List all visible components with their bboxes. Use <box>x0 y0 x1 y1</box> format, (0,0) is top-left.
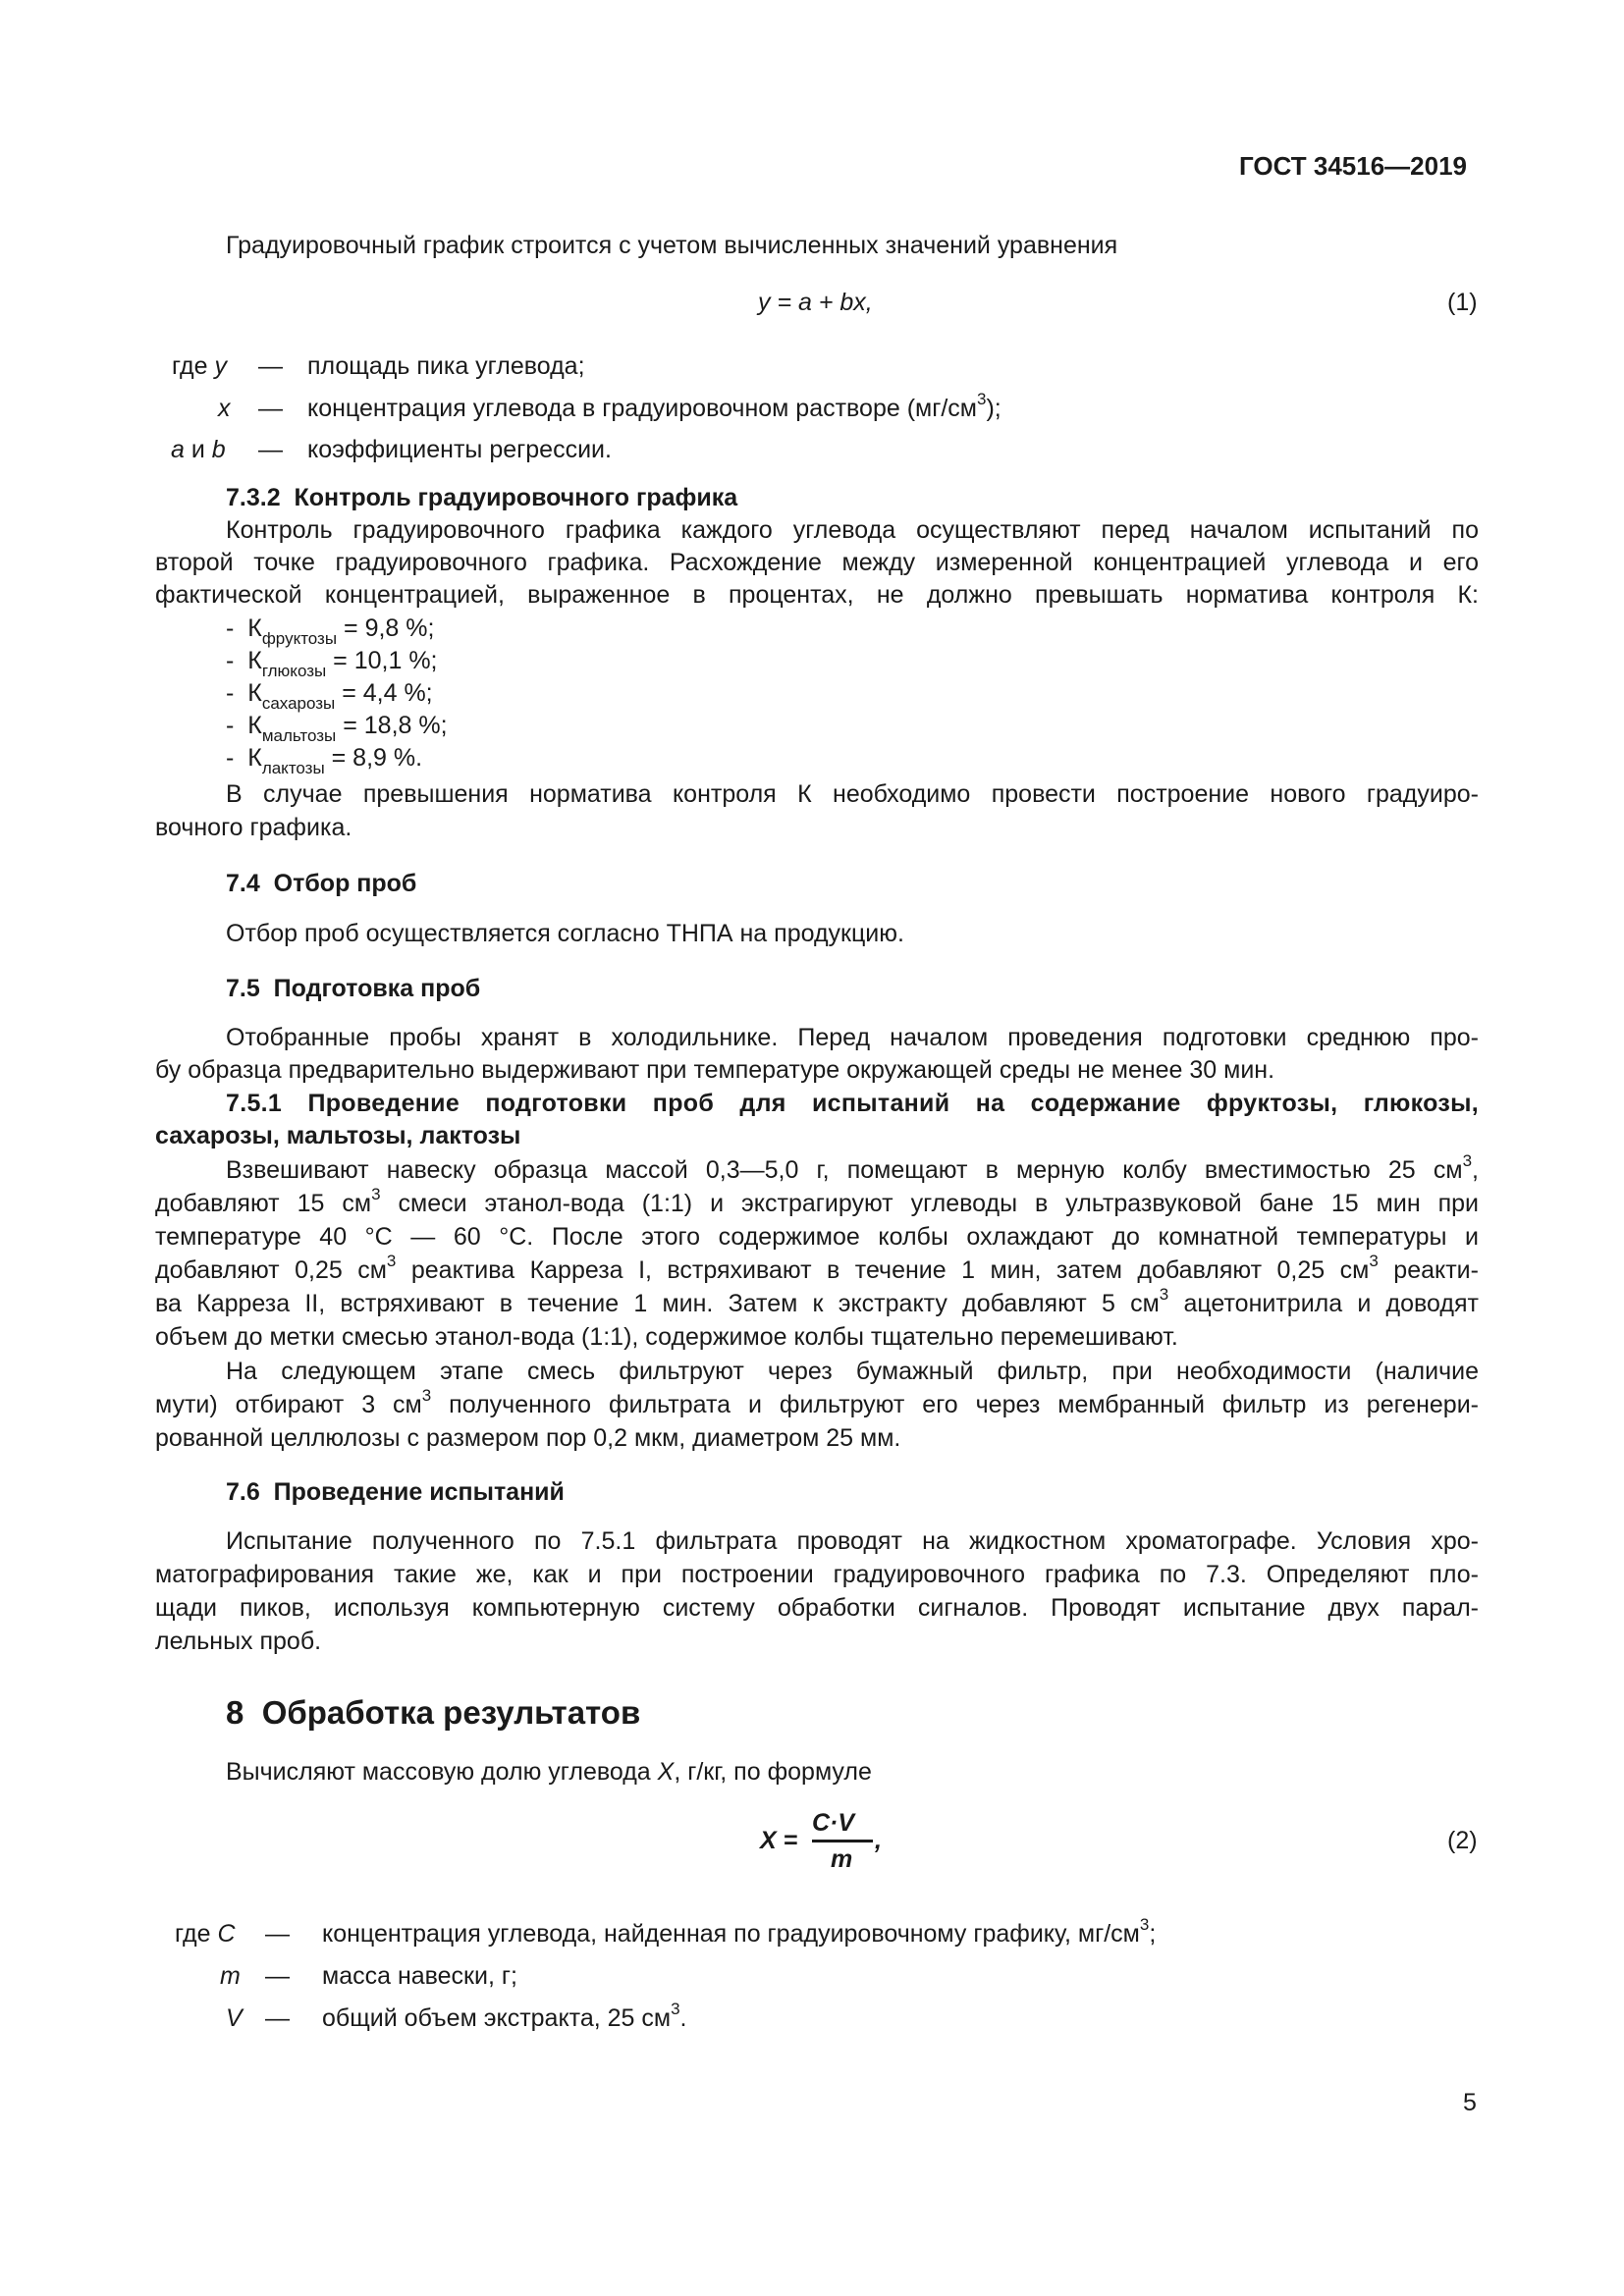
paragraph-line: добавляют 15 $см^3$ смеси этанол-вода (1:1) и экстрагируют углеводы в ультразвуковой бане 15 мин при <box>155 1185 1480 1217</box>
paragraph-line: добавляют 0,25 $см^3$ реактива Карреза I, встряхивают в течение 1 мин, затем добавляют 0,25 $см^3$ реакти- <box>155 1252 1479 1284</box>
equation-2-denominator: m <box>831 1845 853 1873</box>
section-heading-7-6: 7.6 Проведение испытаний <box>226 1478 565 1506</box>
where-symbol: x <box>218 395 231 422</box>
where-symbol: m <box>220 1962 241 1990</box>
where-dash: — <box>258 395 283 422</box>
list-item: - $К_{глюкозы} = 10,1$ %; <box>226 647 438 680</box>
where-dash: — <box>258 436 283 463</box>
where-desc: масса навески, г; <box>322 1962 517 1990</box>
paragraph-line: вочного графика. <box>155 814 352 841</box>
list-item: - $К_{мальтозы} = 18,8$ %; <box>226 712 448 745</box>
list-item: - $К_{лактозы} = 8,9$ %. <box>226 744 423 777</box>
where-desc: концентрация углевода в градуировочном растворе $(мг/см^3)$; <box>307 390 1001 422</box>
where-row <box>175 1917 236 1951</box>
where-symbol: a и b <box>171 436 226 463</box>
paragraph-line: фактической концентрацией, выраженное в процентах, не должно превышать норматива контроля К: <box>155 581 1479 609</box>
where-desc: площадь пика углевода; <box>307 352 585 380</box>
where-dash: — <box>265 1962 290 1990</box>
page-number: 5 <box>1463 2089 1477 2116</box>
section-heading-7-4: 7.4 Отбор проб <box>226 870 417 897</box>
equation-2-lhs: X = <box>760 1827 798 1854</box>
equation-1-number: (1) <box>1447 289 1478 316</box>
paragraph-line: второй точке градуировочного графика. Расхождение между измеренной концентрацией углевода и его <box>155 549 1479 576</box>
equation-1: y = a + bx, <box>758 289 873 316</box>
intro-text: Градуировочный график строится с учетом вычисленных значений уравнения <box>226 232 1118 259</box>
section-heading-7-5: 7.5 Подготовка проб <box>226 975 481 1002</box>
paragraph-line: Отбор проб осуществляется согласно ТНПА на продукцию. <box>226 920 904 947</box>
where-prefix: где <box>172 352 208 380</box>
equation-2-numerator: C·V <box>812 1809 855 1837</box>
paragraph-line: Контроль градуировочного графика каждого углевода осуществляют перед началом испытаний по <box>226 516 1479 544</box>
paragraph-line: бу образца предварительно выдерживают при температуре окружающей среды не менее 30 мин. <box>155 1056 1275 1084</box>
where-dash: — <box>258 352 283 380</box>
list-item: - $К_{фруктозы} = 9,8$ %; <box>226 614 435 648</box>
section-heading-7-5-1: 7.5.1 Проведение подготовки проб для испытаний на содержание фруктозы, глюкозы, <box>226 1090 1479 1117</box>
section-heading-8: 8 Обработка результатов <box>226 1694 641 1731</box>
section-heading-7-3-2: 7.3.2 Контроль градуировочного графика <box>226 484 738 511</box>
paragraph-line: ва Карреза II, встряхивают в течение 1 мин. Затем к экстракту добавляют 5 $см^3$ ацетонитрила и доводят <box>155 1285 1479 1317</box>
where-desc: коэффициенты регрессии. <box>307 436 612 463</box>
paragraph-line: В случае превышения норматива контроля К необходимо провести построение нового градуиро- <box>226 780 1479 808</box>
where-symbol: C <box>217 1920 236 1948</box>
where-symbol: y <box>214 352 227 380</box>
where-row <box>172 349 227 384</box>
paragraph-line: температуре 40 °С — 60 °С. После этого содержимое колбы охлаждают до комнатной температуры и <box>155 1223 1479 1251</box>
equation-2-comma: , <box>875 1827 882 1854</box>
paragraph-line: Испытание полученного по 7.5.1 фильтрата проводят на жидкостном хроматографе. Условия хро- <box>226 1527 1479 1555</box>
paragraph-line: Вычисляют массовую долю углевода X, г/кг, по формуле <box>226 1758 872 1786</box>
equation-2-number: (2) <box>1447 1827 1478 1854</box>
where-prefix: где <box>175 1920 211 1948</box>
paragraph-line: Взвешивают навеску образца массой 0,3—5,0 г, помещают в мерную колбу вместимостью 25 $см^3$, <box>226 1151 1479 1184</box>
paragraph-line: лельных проб. <box>155 1628 322 1655</box>
where-dash: — <box>265 2004 290 2032</box>
where-desc: концентрация углевода, найденная по градуировочному графику, $мг/см^3$; <box>322 1915 1157 1948</box>
paragraph-line: На следующем этапе смесь фильтруют через бумажный фильтр, при необходимости (наличие <box>226 1358 1479 1385</box>
where-dash: — <box>265 1920 290 1948</box>
paragraph-line: матографирования такие же, как и при построении градуировочного графика по 7.3. Определяют пло- <box>155 1561 1479 1588</box>
section-heading-7-5-1-cont: сахарозы, мальтозы, лактозы <box>155 1122 521 1149</box>
where-symbol: V <box>226 2004 243 2032</box>
paragraph-line: рованной целлюлозы с размером пор 0,2 мкм, диаметром 25 мм. <box>155 1424 901 1452</box>
paragraph-line: объем до метки смесью этанол-вода (1:1), содержимое колбы тщательно перемешивают. <box>155 1323 1178 1351</box>
list-item: - $К_{сахарозы} = 4,4$ %; <box>226 679 433 713</box>
paragraph-line: щади пиков, используя компьютерную систему обработки сигналов. Проводят испытание двух парал- <box>155 1594 1479 1622</box>
paragraph-line: Отобранные пробы хранят в холодильнике. Перед началом проведения подготовки среднюю про- <box>226 1024 1479 1051</box>
paragraph-line: мути) отбирают 3 $см^3$ полученного фильтрата и фильтруют его через мембранный фильтр из регенери- <box>155 1386 1479 1418</box>
document-id-header: ГОСТ 34516—2019 <box>1239 151 1467 181</box>
where-desc: общий объем экстракта, 25 $см^3$. <box>322 2000 687 2032</box>
